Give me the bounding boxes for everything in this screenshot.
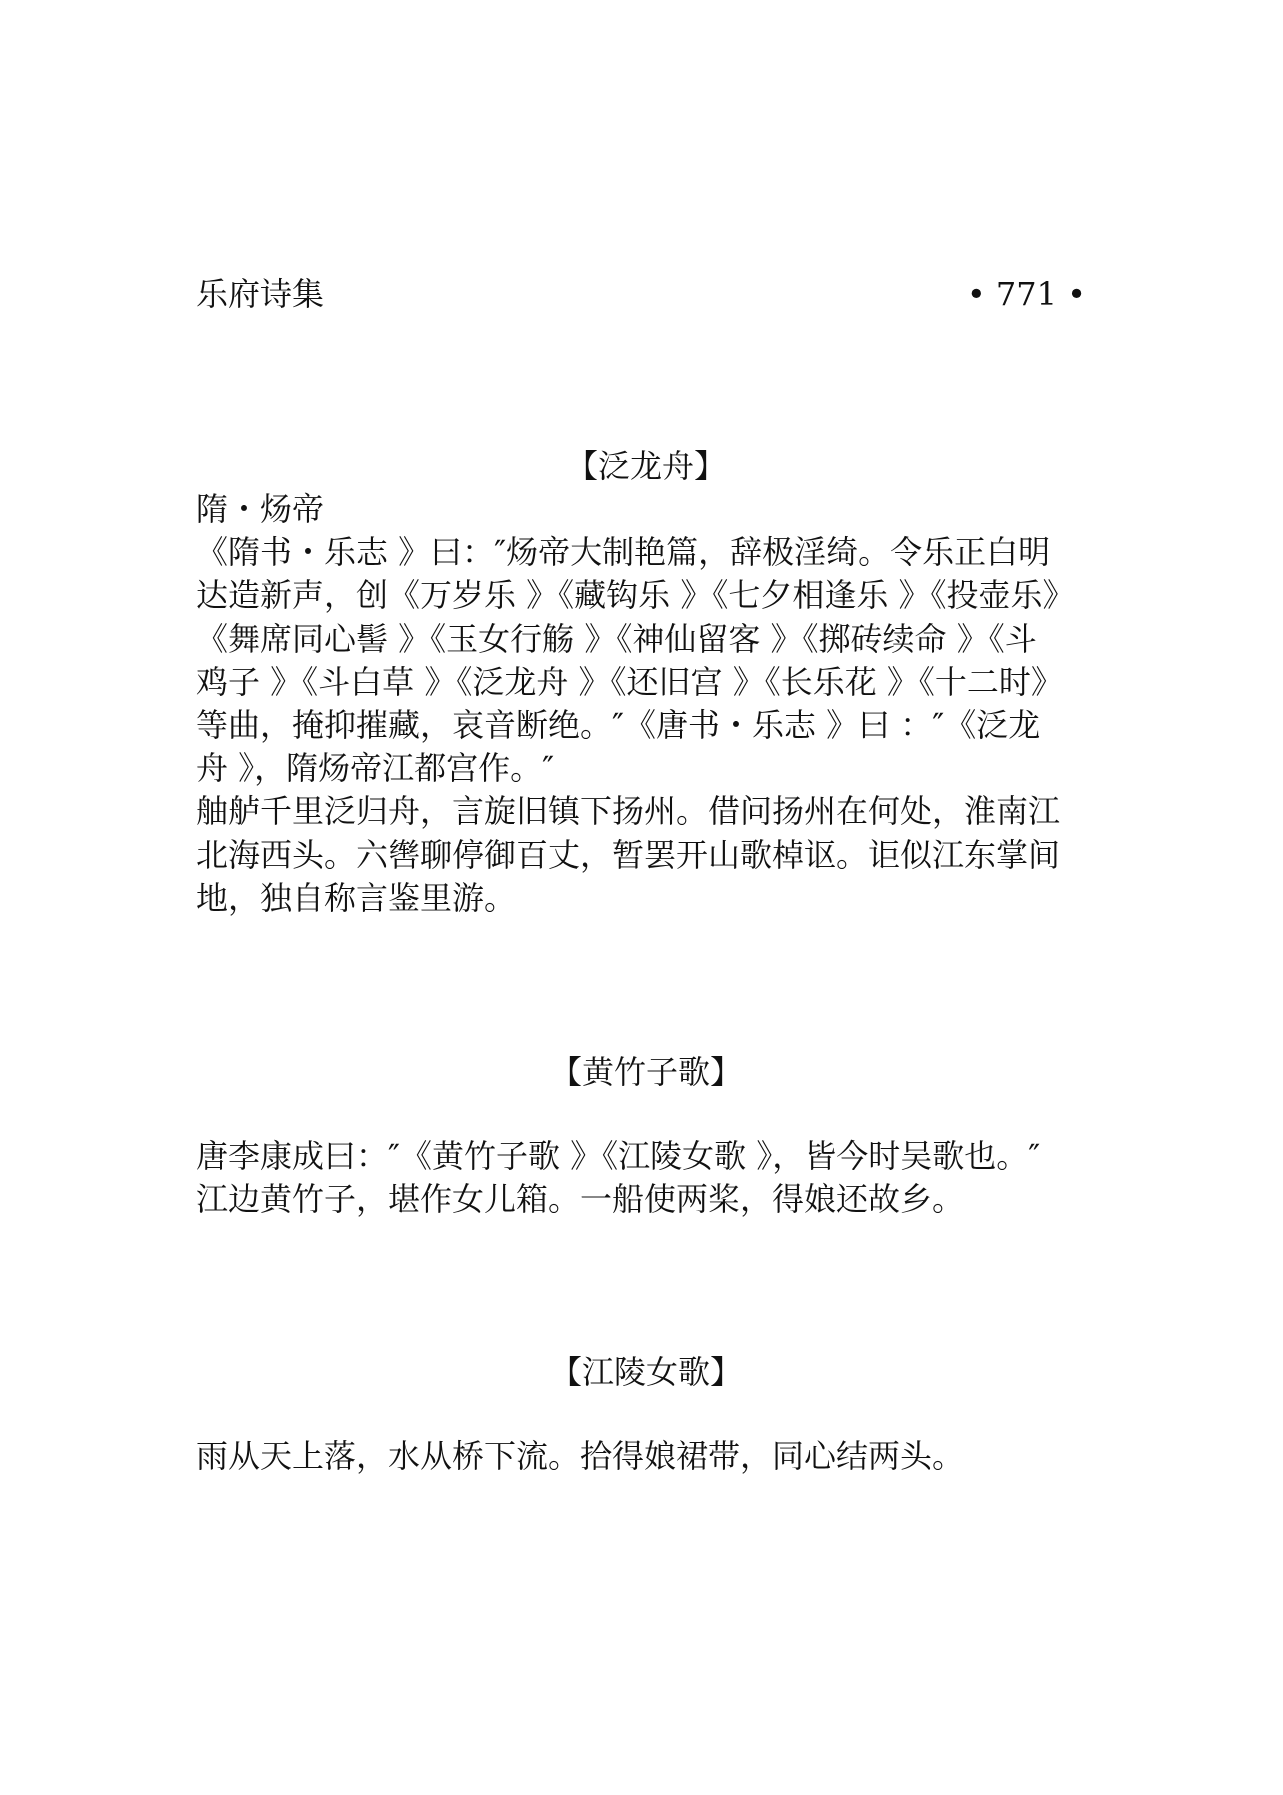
author-line: 隋・炀帝 [196,490,325,528]
page-header [196,272,1086,316]
text-line: 等曲，掩抑摧藏，哀音断绝。″《唐书・乐志 》曰 ：″《泛龙 [196,706,1041,745]
section-title: 【黄竹子歌】 [549,1053,742,1091]
section-fan-long-zhou [196,444,1121,920]
section-title: 【江陵女歌】 [549,1353,742,1391]
text-line: 地，独自称言鉴里游。 [196,878,517,917]
section-title: 【泛龙舟】 [565,447,726,485]
text-line: 鸡子 》《斗白草 》《泛龙舟 》《还旧宫 》《长乐花 》《十二时》 [196,662,1063,701]
text-line: 《隋书・乐志 》曰：″炀帝大制艳篇，辞极淫绮。令乐正白明 [196,533,1051,572]
book-title: 乐府诗集 [196,275,325,313]
section-jiang-ling-nv-ge [196,1350,1121,1478]
spacer [196,1094,1121,1135]
text-line: 江边黄竹子，堪作女儿箱。一船使两桨，得娘还故乡。 [196,1180,965,1219]
text-line: 舳舻千里泛归舟，言旋旧镇下扬州。借问扬州在何处，淮南江 [196,792,1061,831]
text-line: 舟 》，隋炀帝江都宫作。″ [196,749,555,788]
spacer [196,1394,1121,1435]
text-line: 北海西头。六辔聊停御百丈，暂罢开山歌棹讴。讵似江东掌间 [196,835,1061,874]
text-line: 《舞席同心髻 》《玉女行觞 》《神仙留客 》《掷砖续命 》《斗 [196,619,1037,658]
text-line: 雨从天上落，水从桥下流。拾得娘裙带，同心结两头。 [196,1437,965,1475]
section-huang-zhu-zi-ge [196,1050,1121,1221]
text-line: 达造新声，创《万岁乐 》《藏钩乐 》《七夕相逢乐 》《投壶乐》 [196,576,1075,615]
text-line: 唐李康成曰：″《黄竹子歌 》《江陵女歌 》，皆今时吴歌也。″ [196,1137,1041,1175]
page-number: • 771 • [966,275,1086,313]
